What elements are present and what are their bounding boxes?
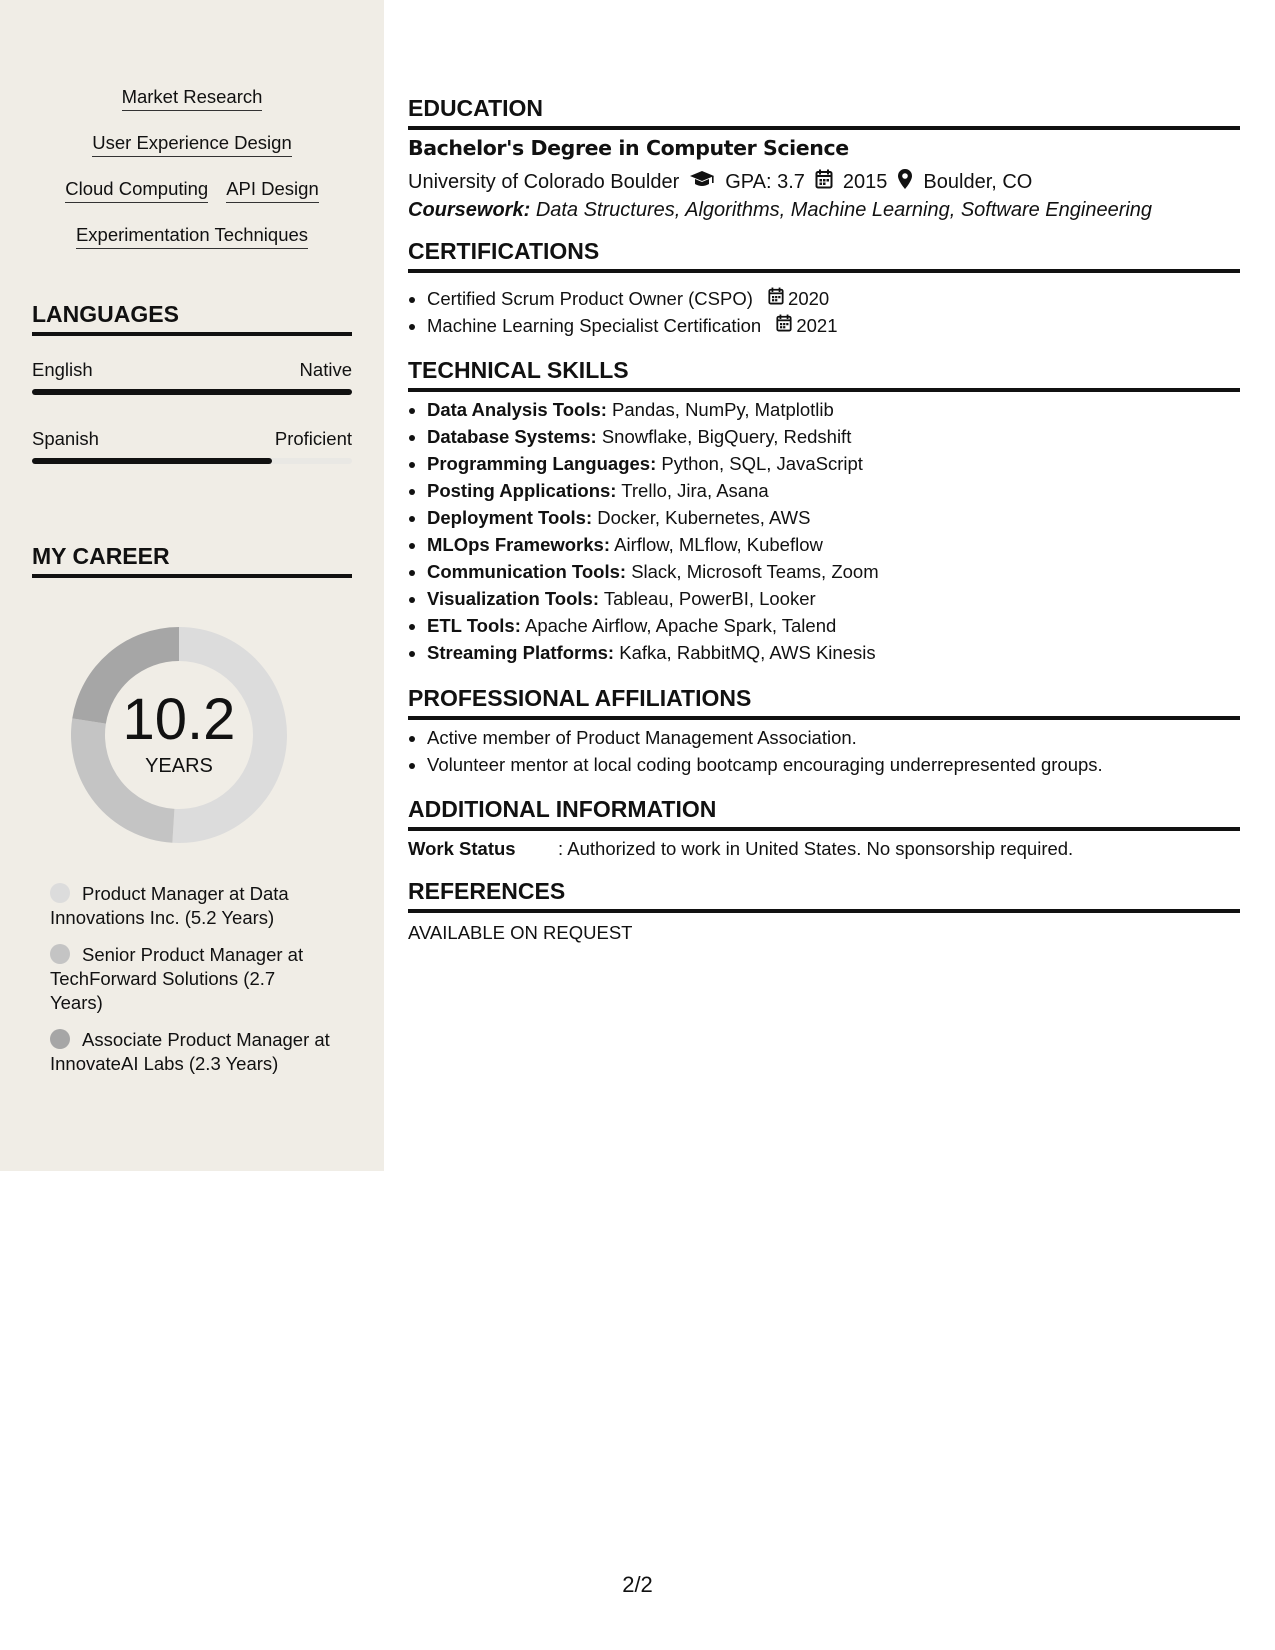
career-legend-item bbox=[50, 1028, 330, 1076]
gpa: GPA: 3.7 bbox=[725, 171, 805, 193]
skill-category: Streaming Platforms: bbox=[427, 642, 615, 663]
affiliations-heading: PROFESSIONAL AFFILIATIONS bbox=[408, 684, 1240, 720]
skill-values: Apache Airflow, Apache Spark, Talend bbox=[525, 615, 837, 636]
language-row bbox=[32, 359, 352, 381]
skill-values: Snowflake, BigQuery, Redshift bbox=[601, 426, 852, 447]
language-level: Proficient bbox=[274, 428, 352, 449]
skill-item bbox=[427, 612, 879, 639]
career-total-unit: YEARS bbox=[145, 755, 213, 777]
certification-name: Certified Scrum Product Owner (CSPO) bbox=[427, 288, 753, 309]
career-legend bbox=[50, 882, 330, 1089]
school-location: Boulder, CO bbox=[923, 171, 1033, 193]
skill-tag: API Design bbox=[226, 178, 319, 203]
sidebar bbox=[0, 0, 384, 1171]
career-legend-item bbox=[50, 943, 330, 1015]
skill-category: Database Systems: bbox=[427, 426, 597, 447]
legend-dot-icon bbox=[50, 944, 70, 964]
map-pin-icon bbox=[897, 168, 913, 196]
skill-tag: Experimentation Techniques bbox=[76, 224, 308, 249]
certification-name: Machine Learning Specialist Certification bbox=[427, 315, 762, 336]
certification-year: 2021 bbox=[796, 315, 838, 336]
graduation-year: 2015 bbox=[842, 171, 888, 193]
career-total-value: 10.2 bbox=[122, 687, 236, 752]
skill-values: Pandas, NumPy, Matplotlib bbox=[612, 399, 834, 420]
degree-title: Bachelor's Degree in Computer Science bbox=[408, 136, 849, 160]
skill-category: Deployment Tools: bbox=[427, 507, 593, 528]
language-bar bbox=[32, 389, 352, 395]
certification-item bbox=[427, 312, 838, 339]
career-label: Associate Product Manager at InnovateAI Labs (2.3 Years) bbox=[50, 1029, 330, 1074]
affiliation-item: • Active member of Product Management Association. bbox=[427, 724, 1103, 751]
work-status-value: : Authorized to work in United States. No sponsorship required. bbox=[558, 838, 1074, 859]
skill-item bbox=[427, 558, 879, 585]
skill-values: Airflow, MLflow, Kubeflow bbox=[614, 534, 823, 555]
language-bar-fill bbox=[32, 389, 352, 395]
work-status bbox=[408, 838, 1073, 860]
skill-category: Data Analysis Tools: bbox=[427, 399, 607, 420]
skill-tag: User Experience Design bbox=[92, 132, 291, 157]
page-number: 2/2 bbox=[622, 1572, 653, 1597]
coursework bbox=[408, 199, 1152, 222]
legend-dot-icon bbox=[50, 1029, 70, 1049]
certifications-list bbox=[408, 285, 838, 339]
skill-values: Tableau, PowerBI, Looker bbox=[603, 588, 816, 609]
skill-item bbox=[427, 396, 879, 423]
affiliation-item: • Volunteer mentor at local coding bootcamp encouraging underrepresented groups. bbox=[427, 751, 1103, 778]
skill-tag: Market Research bbox=[122, 86, 263, 111]
skill-values: Trello, Jira, Asana bbox=[621, 480, 769, 501]
skill-item bbox=[427, 531, 879, 558]
certifications-heading: CERTIFICATIONS bbox=[408, 237, 1240, 273]
technical-skills-list bbox=[408, 396, 879, 666]
legend-dot-icon bbox=[50, 883, 70, 903]
additional-info-heading: ADDITIONAL INFORMATION bbox=[408, 795, 1240, 831]
references-text: AVAILABLE ON REQUEST bbox=[408, 922, 633, 943]
language-name: Spanish bbox=[32, 428, 99, 449]
skill-category: MLOps Frameworks: bbox=[427, 534, 610, 555]
references-heading: REFERENCES bbox=[408, 877, 1240, 913]
calendar-icon bbox=[768, 285, 784, 312]
skill-values: Docker, Kubernetes, AWS bbox=[597, 507, 811, 528]
skill-category: Communication Tools: bbox=[427, 561, 627, 582]
calendar-icon bbox=[776, 312, 792, 339]
skill-item bbox=[427, 639, 879, 666]
language-name: English bbox=[32, 359, 93, 380]
language-bar-fill bbox=[32, 458, 272, 464]
technical-skills-heading: TECHNICAL SKILLS bbox=[408, 356, 1240, 392]
skill-category: Posting Applications: bbox=[427, 480, 617, 501]
language-row bbox=[32, 428, 352, 450]
skill-values: Kafka, RabbitMQ, AWS Kinesis bbox=[619, 642, 876, 663]
certification-item bbox=[427, 285, 838, 312]
language-level: Native bbox=[299, 359, 352, 380]
skill-category: Programming Languages: bbox=[427, 453, 657, 474]
education-details bbox=[408, 168, 1032, 196]
skill-category: Visualization Tools: bbox=[427, 588, 600, 609]
skill-item bbox=[427, 450, 879, 477]
graduation-cap-icon bbox=[689, 169, 715, 195]
skill-tags bbox=[32, 86, 352, 270]
skill-item bbox=[427, 477, 879, 504]
coursework-list: Data Structures, Algorithms, Machine Learning, Software Engineering bbox=[535, 199, 1153, 221]
career-label: Senior Product Manager at TechForward Solutions (2.7 Years) bbox=[50, 944, 304, 1013]
skill-item bbox=[427, 504, 879, 531]
certification-year: 2020 bbox=[788, 288, 830, 309]
language-bar bbox=[32, 458, 352, 464]
languages-heading: LANGUAGES bbox=[32, 300, 352, 336]
skill-category: ETL Tools: bbox=[427, 615, 521, 636]
school-name: University of Colorado Boulder bbox=[408, 171, 680, 193]
skill-values: Slack, Microsoft Teams, Zoom bbox=[631, 561, 879, 582]
skill-tag: Cloud Computing bbox=[65, 178, 208, 203]
career-heading: MY CAREER bbox=[32, 542, 352, 578]
skill-item bbox=[427, 423, 879, 450]
coursework-label: Coursework: bbox=[408, 199, 531, 221]
affiliations-list bbox=[408, 724, 1103, 778]
work-status-label: Work Status bbox=[408, 838, 516, 859]
career-legend-item bbox=[50, 882, 330, 930]
education-heading: EDUCATION bbox=[408, 94, 1240, 130]
career-donut-chart bbox=[64, 620, 294, 850]
calendar-icon bbox=[815, 169, 833, 195]
skill-item bbox=[427, 585, 879, 612]
skill-values: Python, SQL, JavaScript bbox=[661, 453, 863, 474]
career-label: Product Manager at Data Innovations Inc. (5.2 Years) bbox=[50, 883, 289, 928]
